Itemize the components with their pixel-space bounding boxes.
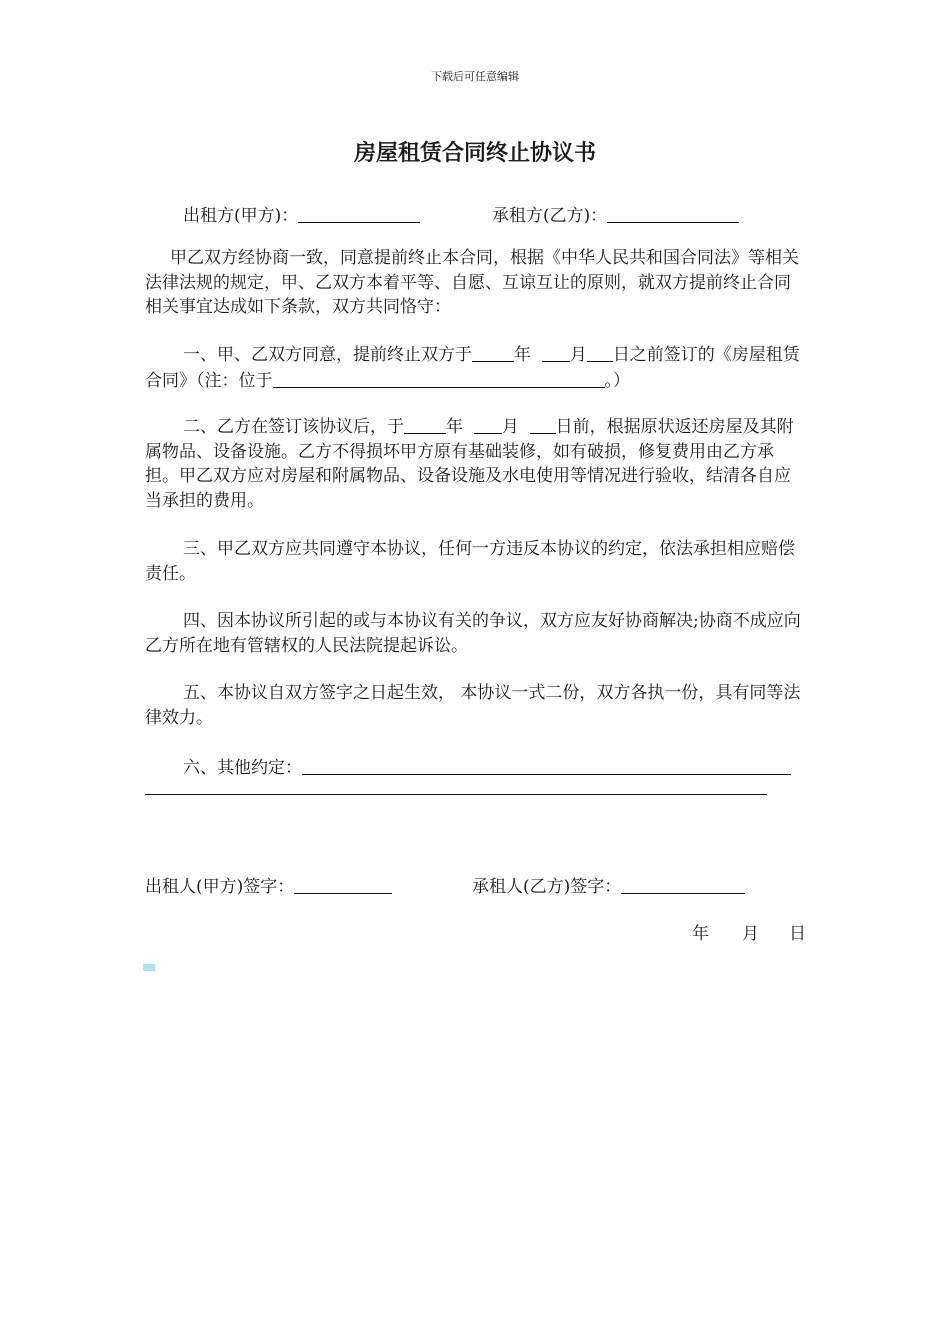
lessor-field (183, 201, 420, 226)
clause-1-year-label: 年 (514, 345, 531, 365)
clause-6-blank-3[interactable] (403, 794, 767, 795)
cursor-marker (143, 964, 155, 971)
clause-5: 五、本协议自双方签字之日起生效， 本协议一式二份，双方各执一份，具有同等法律效力。 (145, 683, 801, 728)
clause-2 (145, 414, 807, 513)
clause-1-year-blank[interactable] (472, 344, 514, 362)
lessee-signature-blank[interactable] (621, 876, 745, 894)
clause-1-text-tail: 。） (604, 370, 630, 391)
lessor-label: 出租方(甲方)： (183, 206, 299, 226)
lessee-label: 承租方(乙方)： (492, 206, 608, 226)
lessor-signature (145, 872, 392, 897)
lessor-blank[interactable] (298, 205, 420, 223)
clause-1-month-label: 月 (569, 345, 587, 365)
clause-1-month-blank[interactable] (542, 344, 570, 362)
clause-2-year-blank[interactable] (404, 416, 446, 434)
clause-2-month-blank[interactable] (474, 416, 502, 434)
lessee-blank[interactable] (607, 205, 739, 223)
clause-2-text-a: 二、乙方在签订该协议后，于 (183, 417, 404, 437)
clause-2-day-blank[interactable] (530, 416, 556, 434)
date-month-label: 月 (742, 924, 759, 944)
clause-1 (145, 342, 807, 393)
date-year-label: 年 (692, 924, 709, 944)
lessor-signature-label: 出租人(甲方)签字： (145, 877, 295, 897)
clause-1-text-a: 一、甲、乙双方同意，提前终止双方于 (183, 345, 472, 365)
clause-1-address-blank[interactable] (273, 370, 605, 388)
clause-2-text-b: 日前，根据原状返还房屋及其附属物品、设备设施。乙方不得损坏甲方原有基础装修，如有破损，修复费用由乙方承担。甲乙双方应对房屋和附属物品、设备设施及水电使用等情况进行验收，结清各自应当承担的费用。 (145, 417, 794, 511)
clause-1-day-blank[interactable] (587, 344, 613, 362)
date-day-label: 日 (789, 924, 806, 944)
clause-2-year-label: 年 (446, 417, 463, 437)
clause-6-blank-2[interactable] (145, 794, 403, 795)
clause-3: 三、甲乙双方应共同遵守本协议，任何一方违反本协议的约定，依法承担相应赔偿责任。 (145, 539, 795, 584)
clause-6-blank-1[interactable] (302, 757, 791, 775)
lessor-signature-blank[interactable] (294, 876, 392, 894)
clause-6 (183, 753, 791, 778)
clause-6-label: 六、其他约定： (183, 758, 302, 778)
page-title: 房屋租赁合同终止协议书 (353, 140, 596, 166)
lessee-field (492, 201, 739, 226)
clause-1-text-b: 日之前签订的《房屋租赁合同》（注：位于 (145, 345, 800, 391)
lessee-signature-label: 承租人(乙方)签字： (472, 877, 622, 897)
clause-2-month-label: 月 (501, 417, 519, 437)
clause-4: 四、因本协议所引起的或与本协议有关的争议，双方应友好协商解决;协商不成应向乙方所在地有管辖权的人民法院提起诉讼。 (145, 611, 801, 656)
header-note: 下载后可任意编辑 (431, 70, 519, 83)
intro-paragraph: 甲乙双方经协商一致，同意提前终止本合同，根据《中华人民共和国合同法》等相关法律法规的规定，甲、乙双方本着平等、自愿、互谅互让的原则，就双方提前终止合同相关事宜达成如下条款，双方共同恪守： (145, 248, 799, 317)
lessee-signature (472, 872, 745, 897)
